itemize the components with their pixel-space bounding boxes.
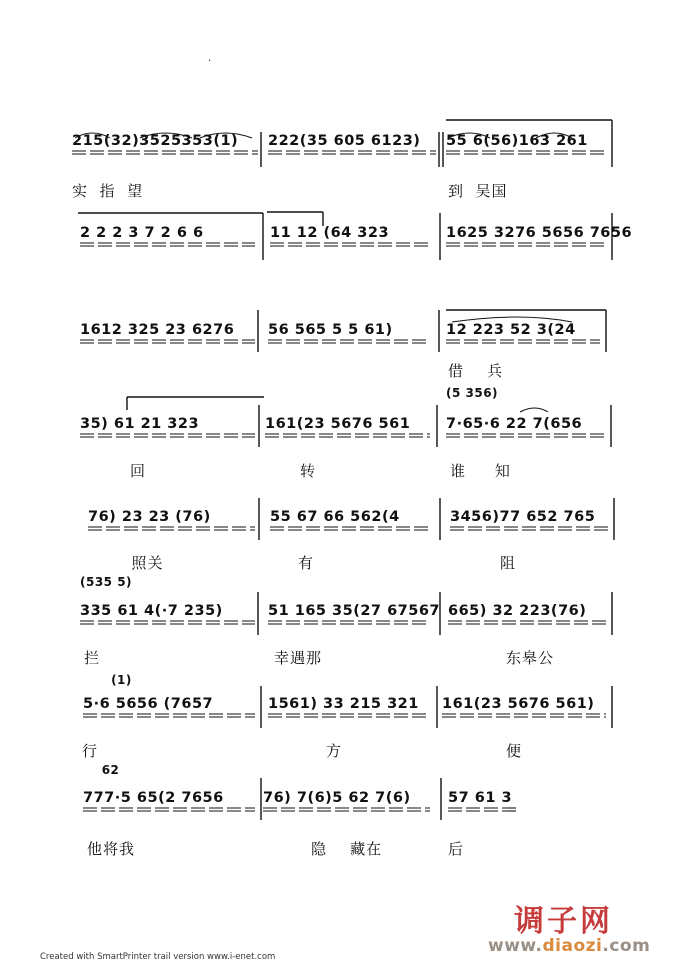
- measure-notation: 5·6 5656 (7657: [83, 696, 214, 712]
- measure-notation: 76) 7(6)5 62 7(6): [263, 790, 411, 806]
- watermark-url: [488, 936, 650, 956]
- measure-notation: 335 61 4(·7 235): [80, 603, 223, 619]
- lyric-text: 照关: [120, 554, 164, 572]
- lyric-text: 幸遇那: [274, 649, 323, 667]
- watermark-url-suffix: .com: [602, 936, 651, 956]
- lyric-text: 东皋公: [506, 649, 555, 667]
- measure-notation: 55 67 66 562(4: [270, 509, 400, 525]
- lyric-text: 转: [300, 462, 317, 480]
- watermark-url-prefix: www.: [488, 936, 543, 956]
- measure-notation: 215(32)3525353(1): [72, 133, 239, 149]
- lyric-text: 回: [130, 462, 147, 480]
- lyric-text: 后: [448, 840, 465, 858]
- measure-notation: 57 61 3: [448, 790, 513, 806]
- measure-notation: 1612 325 23 6276: [80, 322, 235, 338]
- measure-notation: 665) 32 223(76): [448, 603, 587, 619]
- lyric-text: 实 指 望: [72, 182, 144, 200]
- footer-credit: Created with SmartPrinter trail version www.i-enet.com: [40, 952, 276, 962]
- lyric-text: 行: [82, 742, 99, 760]
- measure-notation: 51 165 35(27 67567: [268, 603, 441, 619]
- watermark-title: 调子网: [514, 904, 613, 939]
- grace-note-annotation: 62: [83, 763, 120, 777]
- measure-notation: 56 565 5 5 61): [268, 322, 393, 338]
- lyric-text: 便: [506, 742, 523, 760]
- lyric-text: 拦: [84, 649, 101, 667]
- lyric-text: 方: [326, 742, 343, 760]
- lyric-text: 有: [298, 554, 315, 572]
- grace-note-annotation: (535 5): [80, 575, 133, 589]
- measure-notation: 7·65·6 22 7(656: [446, 416, 583, 432]
- measure-notation: 161(23 5676 561: [265, 416, 411, 432]
- watermark-url-main: diaozi: [542, 936, 603, 956]
- measure-notation: 3456)77 652 765: [450, 509, 596, 525]
- lyric-text: 到 吴国: [448, 182, 508, 200]
- measure-notation: 161(23 5676 561): [442, 696, 595, 712]
- measure-notation: 35) 61 21 323: [80, 416, 200, 432]
- stray-mark: ·: [208, 56, 212, 67]
- measure-notation: 2 2 2 3 7 2 6 6: [80, 225, 204, 241]
- grace-note-annotation: (5 356): [446, 386, 499, 400]
- measure-notation: 11 12 (64 323: [270, 225, 390, 241]
- measure-notation: 777·5 65(2 7656: [83, 790, 224, 806]
- lyric-text: 借 兵: [448, 362, 504, 380]
- measure-notation: 222(35 605 6123): [268, 133, 421, 149]
- lyric-text: 他将我: [87, 840, 136, 858]
- lyric-text: 谁 知: [450, 462, 511, 480]
- lyric-text: 隐 藏在: [311, 840, 383, 858]
- grace-note-annotation: (1): [83, 673, 132, 687]
- lyric-text: 阻: [500, 554, 517, 572]
- measure-notation: 1561) 33 215 321: [268, 696, 419, 712]
- measure-notation: 55 6(56)163 261: [446, 133, 588, 149]
- measure-notation: 12 223 52 3(24: [446, 322, 576, 338]
- measure-notation: 1625 3276 5656 7656: [446, 225, 633, 241]
- measure-notation: 76) 23 23 (76): [88, 509, 211, 525]
